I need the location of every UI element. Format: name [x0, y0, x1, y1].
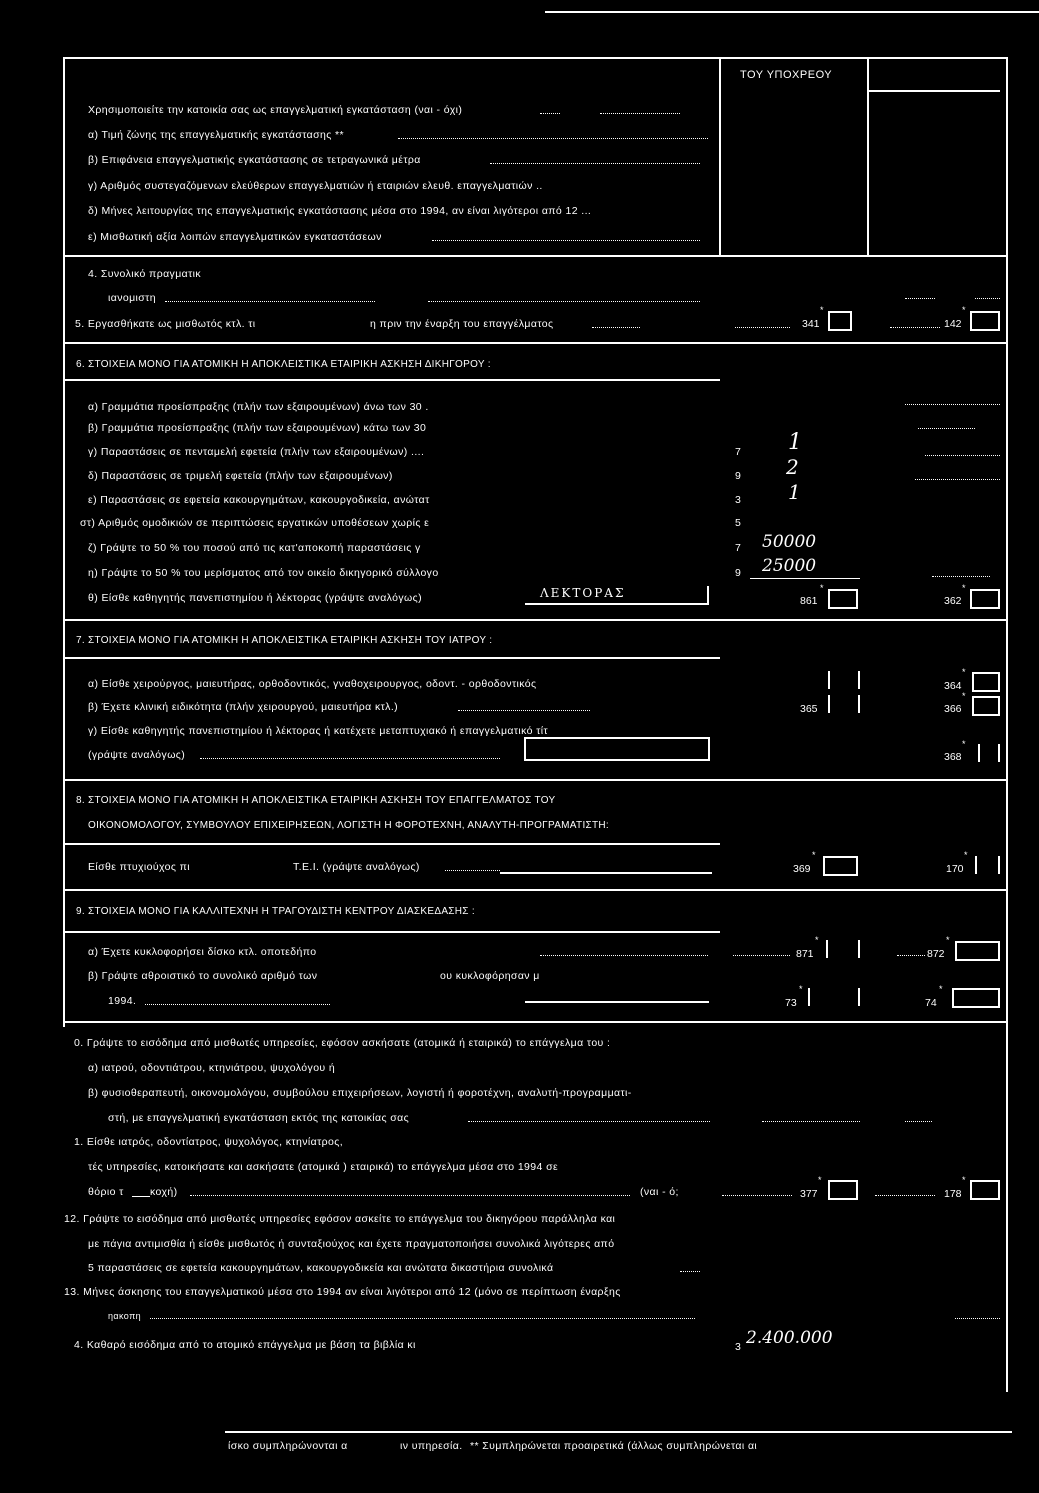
section-6-title: 6. ΣΤΟΙΧΕΙΑ ΜΟΝΟ ΓΙΑ ΑΤΟΜΙΚΗ Η ΑΠΟΚΛΕΙΣΤΙΚΑ ΕΤΑΙΡΙΚΗ ΑΣΚΗΣΗ ΔΙΚΗΓΟΡΟΥ :	[76, 359, 491, 370]
dotted-leader	[468, 1121, 710, 1122]
s6-item: α) Γραμμάτια προείσπραξης (πλήν των εξαιρουμένων) άνω των 30 .	[88, 401, 429, 413]
answer-line	[525, 603, 709, 605]
s13-line: 13. Μήνες άσκησης του επαγγελματικού μέσα στο 1994 αν είναι λιγότεροι από 12 (μόνο σε περίπτωση έναρξης	[64, 1286, 621, 1298]
blank-line	[132, 1196, 150, 1197]
column-divider	[867, 57, 869, 257]
dotted-leader	[432, 240, 700, 241]
section-5-label: 5. Εργασθήκατε ως μισθωτός κτλ. τι	[75, 318, 256, 330]
required-marker: *	[962, 691, 966, 701]
required-marker: *	[962, 739, 966, 749]
required-marker: *	[799, 984, 803, 994]
dotted-leader	[722, 1195, 792, 1196]
section-7-title: 7. ΣΤΟΙΧΕΙΑ ΜΟΝΟ ΓΙΑ ΑΤΟΜΙΚΗ Η ΑΠΟΚΛΕΙΣΤΙΚΑ ΕΤΑΙΡΙΚΗ ΑΣΚΗΣΗ ΤΟΥ ΙΑΤΡΟΥ :	[76, 635, 493, 646]
footnote: ιν υπηρεσία.	[400, 1440, 463, 1452]
s6-item: στ) Αριθμός ομοδικιών σε περιπτώσεις εργατικών υποθέσεων χωρίς ε	[80, 517, 430, 529]
field-code: 178	[944, 1188, 962, 1200]
answer-box	[972, 696, 1000, 716]
s6-item: θ) Είσθε καθηγητής πανεπιστημίου ή λέκτορας (γράψτε αναλόγως)	[88, 592, 423, 604]
s10-intro: 0. Γράψτε το εισόδημα από μισθωτές υπηρεσίες, εφόσον ασκήσατε (ατομικά ή εταιρικά) το επάγγελμα του :	[74, 1037, 611, 1049]
required-marker: *	[962, 1175, 966, 1185]
field-code: 7	[735, 446, 741, 458]
s14-line: 4. Καθαρό εισόδημα από το ατομικό επάγγελμα με βάση τα βιβλία κι	[74, 1339, 416, 1351]
s6-item: ε) Παραστάσεις σε εφετεία κακουργημάτων, κακουργοδικεία, ανώτατ	[88, 494, 430, 506]
section-separator	[64, 342, 1008, 344]
s11-line: τές υπηρεσίες, κατοικήσατε και ασκήσατε (ατομικά ) εταιρικά) το επάγγελμα μέσα στο 1994 σε	[88, 1161, 559, 1173]
dotted-leader	[540, 955, 708, 956]
dotted-leader	[932, 576, 990, 577]
answer-box	[828, 1180, 858, 1200]
s9-item-b-cont: ου κυκλοφόρησαν μ	[440, 970, 540, 982]
field-code: 377	[800, 1188, 818, 1200]
section-separator	[64, 1021, 1008, 1023]
answer-box	[970, 1180, 1000, 1200]
dotted-leader	[428, 301, 700, 302]
dotted-leader	[875, 1195, 935, 1196]
field-bar	[858, 671, 860, 689]
dotted-leader	[398, 138, 708, 139]
handwritten-value: ΛΕΚΤΟΡΑΣ	[540, 586, 626, 600]
s12-line: με πάγια αντιμισθία ή είσθε μισθωτός ή συνταξιούχος και έχετε πραγματοποιήσει συνολικά λιγότερες από	[88, 1238, 615, 1250]
section-separator	[64, 889, 1008, 891]
section-4-label: 4. Συνολικό πραγματικ	[88, 268, 202, 280]
required-marker: *	[815, 935, 819, 945]
s10-item-b: β) φυσιοθεραπευτή, οικονομολόγου, συμβούλου επιχειρήσεων, λογιστή ή φοροτέχνη, αναλυτή-προγραμματι-	[88, 1087, 632, 1099]
dotted-leader	[680, 1271, 700, 1272]
s7-item-c-cont: (γράψτε αναλόγως)	[88, 749, 186, 761]
handwritten-value: 50000	[762, 532, 817, 552]
s7-item-a: α) Είσθε χειρούργος, μαιευτήρας, ορθοδοντικός, γναθοχειρουργος, οδοντ. - ορθοδοντικός	[88, 678, 537, 690]
answer-box	[970, 589, 1000, 609]
answer-box	[972, 672, 1000, 692]
required-marker: *	[962, 583, 966, 593]
field-bar	[808, 988, 810, 1006]
answer-line-edge	[707, 586, 709, 605]
dotted-leader	[925, 455, 1000, 456]
field-code: 872	[927, 948, 945, 960]
answer-line	[500, 872, 712, 874]
s12-line: 5 παραστάσεις σε εφετεία κακουργημάτων, κακουργοδικεία και ανώτατα δικαστήρια συνολικά	[88, 1262, 554, 1274]
section-4-fragment: ιανομιστη	[108, 292, 156, 304]
dotted-leader	[600, 113, 680, 114]
rental-value-label: ε) Μισθωτική αξία λοιπών επαγγελματικών εγκαταστάσεων	[88, 231, 382, 243]
answer-box	[955, 941, 1000, 961]
footnote: ίσκο συμπληρώνονται α	[228, 1440, 348, 1452]
field-code: 7	[735, 542, 741, 554]
field-code: 365	[800, 703, 818, 715]
top-edge-line	[545, 11, 1039, 13]
field-bar	[858, 695, 860, 713]
dotted-leader	[897, 955, 925, 956]
s8-question-cont: Τ.Ε.Ι. (γράψτε αναλόγως)	[293, 861, 420, 873]
field-code: 368	[944, 751, 962, 763]
answer-line	[525, 1001, 709, 1003]
dotted-leader	[735, 327, 790, 328]
answer-box	[828, 311, 852, 331]
dotted-leader	[890, 327, 940, 328]
yes-no-hint: (ναι - ό;	[640, 1186, 679, 1198]
field-bar	[978, 744, 980, 762]
required-marker: *	[818, 1175, 822, 1185]
value-underline	[750, 578, 860, 579]
form-border-right	[1006, 57, 1008, 1392]
field-code: 341	[802, 318, 820, 330]
s10-item-a: α) ιατρού, οδοντιάτρου, κτηνιάτρου, ψυχολόγου ή	[88, 1062, 336, 1074]
answer-box	[524, 737, 710, 761]
handwritten-value: 1	[788, 480, 801, 504]
dotted-leader	[200, 758, 500, 759]
column-title: ΤΟΥ ΥΠΟΧΡΕΟΥ	[740, 69, 833, 81]
dotted-leader	[458, 710, 590, 711]
section-5-label-cont: η πριν την έναρξη του επαγγέλματος	[370, 318, 554, 330]
section-title-underline	[64, 931, 720, 933]
dotted-leader	[905, 298, 935, 299]
area-label: β) Επιφάνεια επαγγελματικής εγκατάστασης σε τετραγωνικά μέτρα	[88, 154, 421, 166]
s6-item: β) Γραμμάτια προείσπραξης (πλήν των εξαιρουμένων) κάτω των 30	[88, 422, 427, 434]
operating-months-label: δ) Μήνες λειτουργίας της επαγγελματικής εγκατάστασης μέσα στο 1994, αν είναι λιγότεροι από 12 ...	[88, 205, 592, 217]
field-bar	[858, 988, 860, 1006]
dotted-leader	[918, 428, 975, 429]
zone-price-label: α) Τιμή ζώνης της επαγγελματικής εγκατάστασης **	[88, 129, 344, 141]
section-title-underline	[64, 379, 720, 381]
column-divider	[719, 57, 721, 257]
answer-box	[823, 856, 858, 876]
field-code: 364	[944, 680, 962, 692]
field-code: 3	[735, 1341, 741, 1353]
answer-box	[952, 988, 1000, 1008]
s7-item-b: β) Έχετε κλινική ειδικότητα (πλήν χειρουργού, μαιευτήρα κτλ.)	[88, 701, 399, 713]
answer-box	[970, 311, 1000, 331]
required-marker: *	[939, 984, 943, 994]
dotted-leader	[445, 870, 500, 871]
section-separator	[64, 779, 1008, 781]
required-marker: *	[812, 850, 816, 860]
dotted-leader	[150, 1318, 695, 1319]
handwritten-value: 2.400.000	[746, 1328, 833, 1348]
required-marker: *	[820, 305, 824, 315]
dotted-leader	[955, 1318, 1000, 1319]
s9-item-b: β) Γράψτε αθροιστικό το συνολικό αριθμό των	[88, 970, 318, 982]
s7-item-c: γ) Είσθε καθηγητής πανεπιστημίου ή λέκτορας ή κατέχετε μεταπτυχιακό ή επαγγελματικό τίτ	[88, 725, 549, 737]
required-marker: *	[946, 935, 950, 945]
section-9-title: 9. ΣΤΟΙΧΕΙΑ ΜΟΝΟ ΓΙΑ ΚΑΛΛΙΤΕΧΝΗ Η ΤΡΑΓΟΥΔΙΣΤΗ ΚΕΝΤΡΟΥ ΔΙΑΣΚΕΔΑΣΗΣ :	[76, 906, 475, 917]
dotted-leader	[733, 955, 790, 956]
field-bar	[858, 940, 860, 958]
section-separator	[64, 255, 1008, 257]
s9-year: 1994.	[108, 995, 137, 1007]
handwritten-value: 25000	[762, 556, 817, 576]
dotted-leader	[165, 301, 375, 302]
field-bar	[998, 856, 1000, 874]
dotted-leader	[915, 479, 1000, 480]
section-title-underline	[64, 657, 720, 659]
dotted-leader	[145, 1004, 330, 1005]
field-code: 861	[800, 595, 818, 607]
answer-box	[828, 589, 858, 609]
field-code: 362	[944, 595, 962, 607]
dotted-leader	[592, 327, 640, 328]
field-bar	[826, 940, 828, 958]
s6-item: δ) Παραστάσεις σε τριμελή εφετεία (πλήν των εξαιρουμένων)	[88, 470, 393, 482]
field-code: 9	[735, 470, 741, 482]
field-bar	[975, 856, 977, 874]
footnote: ** Συμπληρώνεται προαιρετικά (άλλως συμπληρώνεται αι	[470, 1440, 758, 1452]
handwritten-value: 1	[788, 430, 802, 455]
field-code: 871	[796, 948, 814, 960]
dotted-leader	[975, 298, 1000, 299]
section-8-title: 8. ΣΤΟΙΧΕΙΑ ΜΟΝΟ ΓΙΑ ΑΤΟΜΙΚΗ Η ΑΠΟΚΛΕΙΣΤΙΚΑ ΕΤΑΙΡΙΚΗ ΑΣΚΗΣΗ ΤΟΥ ΕΠΑΓΓΕΛΜΑΤΟΣ ΤΟΥ	[76, 795, 556, 806]
field-code: 142	[944, 318, 962, 330]
s6-item: γ) Παραστάσεις σε πενταμελή εφετεία (πλήν των εξαιρουμένων) ....	[88, 446, 425, 458]
dotted-leader	[905, 1121, 932, 1122]
field-code: 3	[735, 494, 741, 506]
required-marker: *	[820, 583, 824, 593]
s6-item: ζ) Γράψτε το 50 % του ποσού από τις κατ'αποκοπή παραστάσεις γ	[88, 542, 421, 554]
s8-question: Είσθε πτυχιούχος πι	[88, 861, 191, 873]
dotted-leader	[190, 1195, 630, 1196]
s13-line: ηακοπη	[108, 1311, 142, 1321]
s9-item-a: α) Έχετε κυκλοφορήσει δίσκο κτλ. οποτεδήπο	[88, 946, 317, 958]
s6-item: η) Γράψτε το 50 % του μερίσματος από τον οικείο δικηγορικό σύλλογο	[88, 567, 439, 579]
field-bar	[998, 744, 1000, 762]
required-marker: *	[962, 667, 966, 677]
dotted-leader	[762, 1121, 860, 1122]
form-border-left	[63, 57, 65, 1027]
field-bar	[828, 671, 830, 689]
field-code: 170	[946, 863, 964, 875]
section-separator	[64, 619, 1008, 621]
s10-item-b-cont: στή, με επαγγελματική εγκατάσταση εκτός της κατοικίας σας	[108, 1112, 410, 1124]
field-code: 74	[925, 997, 937, 1009]
residence-as-office-question: Χρησιμοποιείτε την κατοικία σας ως επαγγελματική εγκατάσταση (ναι - όχι)	[88, 104, 463, 116]
field-code: 9	[735, 567, 741, 579]
field-code: 73	[785, 997, 797, 1009]
s11-line: 1. Είσθε ιατρός, οδοντίατρος, ψυχολόγος, κτηνίατρος,	[74, 1136, 344, 1148]
s11-line: θόριο τ	[88, 1186, 124, 1198]
cohoused-count-label: γ) Αριθμός συστεγαζόμενων ελεύθερων επαγγελματιών ή εταιριών ελευθ. επαγγελματιών ..	[88, 180, 543, 192]
required-marker: *	[964, 850, 968, 860]
section-title-underline	[64, 843, 720, 845]
field-code: 366	[944, 703, 962, 715]
s12-line: 12. Γράψτε το εισόδημα από μισθωτές υπηρεσίες εφόσον ασκείτε το επάγγελμα του δικηγόρου παράλληλα και	[64, 1213, 616, 1225]
dotted-leader	[905, 404, 1000, 405]
header-underline	[868, 90, 1000, 92]
required-marker: *	[962, 305, 966, 315]
section-8-title-cont: ΟΙΚΟΝΟΜΟΛΟΓΟΥ, ΣΥΜΒΟΥΛΟΥ ΕΠΙΧΕΙΡΗΣΕΩΝ, ΛΟΓΙΣΤΗ Η ΦΟΡΟΤΕΧΝΗ, ΑΝΑΛΥΤΗ-ΠΡΟΓΡΑΜΑΤΙΣΤΗ:	[88, 820, 610, 831]
field-code: 5	[735, 517, 741, 529]
dotted-leader	[540, 113, 560, 114]
s11-line: κοχή)	[150, 1186, 178, 1198]
field-bar	[828, 695, 830, 713]
field-code: 369	[793, 863, 811, 875]
footer-line	[225, 1431, 1012, 1433]
handwritten-value: 2	[786, 455, 799, 479]
dotted-leader	[490, 163, 700, 164]
